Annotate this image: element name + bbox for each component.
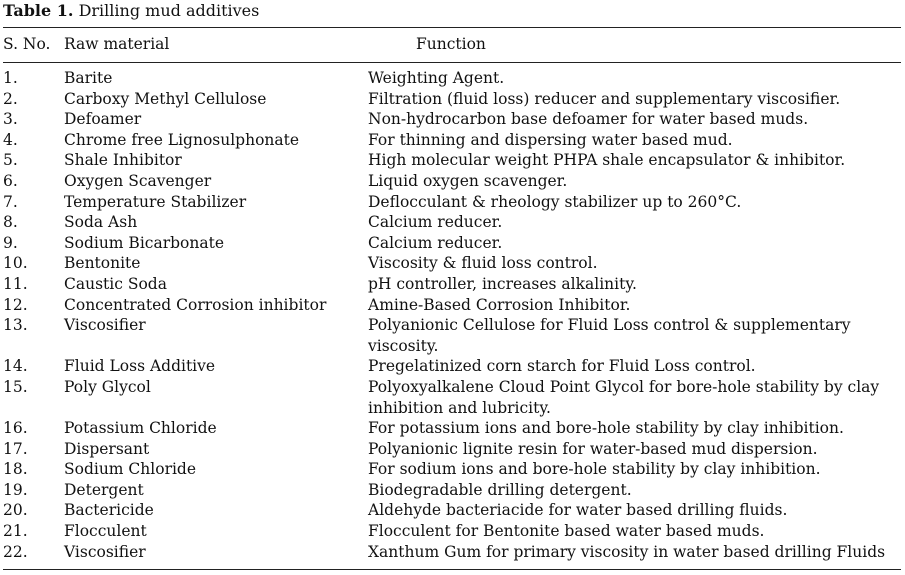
table-row <box>3 192 901 213</box>
cell-function: Polyanionic Cellulose for Fluid Loss control & supplementary viscosity. <box>368 316 851 355</box>
cell-sno: 19. <box>3 480 28 499</box>
cell-sno: 10. <box>3 254 28 273</box>
cell-sno: 18. <box>3 460 28 479</box>
cell-raw-material: Sodium Chloride <box>64 460 197 479</box>
table-row <box>3 439 901 460</box>
cell-function: Deflocculant & rheology stabilizer up to 260°C. <box>368 192 742 211</box>
cell-function: Amine-Based Corrosion Inhibitor. <box>368 295 631 314</box>
cell-raw-material: Carboxy Methyl Cellulose <box>64 89 267 108</box>
cell-function: Weighting Agent. <box>368 69 505 87</box>
table-bottom-rule <box>3 569 901 570</box>
cell-raw-material: Sodium Bicarbonate <box>64 233 224 252</box>
cell-sno: 4. <box>3 130 18 149</box>
cell-raw-material: Viscosifier <box>64 542 146 561</box>
table-row <box>3 315 901 356</box>
table-row <box>3 500 901 521</box>
cell-raw-material: Temperature Stabilizer <box>64 192 247 211</box>
cell-raw-material: Concentrated Corrosion inhibitor <box>64 295 327 314</box>
cell-sno: 20. <box>3 501 28 520</box>
cell-sno: 7. <box>3 192 18 211</box>
table-row <box>3 233 901 254</box>
table-row <box>3 171 901 192</box>
cell-sno: 9. <box>3 233 18 252</box>
table-row <box>3 89 901 110</box>
cell-raw-material: Shale Inhibitor <box>64 151 182 170</box>
header-function: Function <box>416 35 486 53</box>
table-row <box>3 521 901 542</box>
table-row <box>3 356 901 377</box>
table-header-rule <box>3 62 901 63</box>
cell-function: Biodegradable drilling detergent. <box>368 480 632 499</box>
cell-sno: 14. <box>3 357 28 376</box>
cell-sno: 5. <box>3 151 18 170</box>
cell-function: Xanthum Gum for primary viscosity in water based drilling Fluids <box>368 542 886 561</box>
cell-raw-material: Viscosifier <box>64 316 146 335</box>
table-row <box>3 212 901 233</box>
table-row <box>3 542 901 563</box>
table-row <box>3 253 901 274</box>
cell-raw-material: Bentonite <box>64 254 141 273</box>
cell-function: Polyanionic lignite resin for water-based mud dispersion. <box>368 439 818 458</box>
table-row <box>3 130 901 151</box>
cell-function: For potassium ions and bore-hole stability by clay inhibition. <box>368 419 844 438</box>
cell-raw-material: Bactericide <box>64 501 154 520</box>
cell-sno: 3. <box>3 110 18 129</box>
cell-raw-material: Caustic Soda <box>64 274 167 293</box>
cell-function: Aldehyde bacteriacide for water based drilling fluids. <box>368 501 788 520</box>
cell-raw-material: Flocculent <box>64 522 147 541</box>
cell-sno: 15. <box>3 377 28 396</box>
cell-function: High molecular weight PHPA shale encapsulator & inhibitor. <box>368 151 846 170</box>
cell-raw-material: Oxygen Scavenger <box>64 171 212 190</box>
cell-function: Liquid oxygen scavenger. <box>368 171 568 190</box>
cell-sno: 22. <box>3 542 28 561</box>
table-row <box>3 459 901 480</box>
table-row <box>3 274 901 295</box>
table-row <box>3 377 901 418</box>
cell-function: Filtration (fluid loss) reducer and supplementary viscosifier. <box>368 89 841 108</box>
cell-sno: 11. <box>3 274 28 293</box>
cell-sno: 6. <box>3 171 18 190</box>
cell-sno: 16. <box>3 419 28 438</box>
table-caption <box>3 1 259 21</box>
cell-function: For thinning and dispersing water based mud. <box>368 130 733 149</box>
cell-raw-material: Fluid Loss Additive <box>64 357 216 376</box>
cell-raw-material: Detergent <box>64 480 144 499</box>
table-row <box>3 418 901 439</box>
cell-sno: 17. <box>3 439 28 458</box>
table-caption-text: Drilling mud additives <box>78 1 260 20</box>
cell-function: Pregelatinized corn starch for Fluid Loss control. <box>368 357 756 376</box>
cell-function: Polyoxyalkalene Cloud Point Glycol for bore-hole stability by clay inhibition and lubricity. <box>368 377 880 417</box>
cell-function: Calcium reducer. <box>368 213 503 232</box>
table-body <box>3 68 901 562</box>
cell-raw-material: Soda Ash <box>64 213 138 232</box>
table-row <box>3 150 901 171</box>
table-row <box>3 480 901 501</box>
cell-raw-material: Barite <box>64 69 113 87</box>
header-raw-material: Raw material <box>64 35 170 53</box>
cell-raw-material: Defoamer <box>64 110 142 129</box>
cell-function: Viscosity & fluid loss control. <box>368 254 598 273</box>
cell-function: Non-hydrocarbon base defoamer for water based muds. <box>368 110 809 129</box>
cell-function: pH controller, increases alkalinity. <box>368 274 637 293</box>
header-sno: S. No. <box>3 35 51 53</box>
table-caption-label: Table 1. <box>3 1 74 20</box>
cell-sno: 21. <box>3 522 28 541</box>
cell-sno: 13. <box>3 316 28 335</box>
cell-sno: 12. <box>3 295 28 314</box>
cell-raw-material: Potassium Chloride <box>64 419 217 438</box>
cell-sno: 1. <box>3 69 18 87</box>
cell-function: Calcium reducer. <box>368 233 503 252</box>
cell-raw-material: Chrome free Lignosulphonate <box>64 130 300 149</box>
cell-raw-material: Dispersant <box>64 439 150 458</box>
cell-sno: 8. <box>3 213 18 232</box>
table-top-rule <box>3 27 901 28</box>
table-row <box>3 109 901 130</box>
cell-function: For sodium ions and bore-hole stability by clay inhibition. <box>368 460 821 479</box>
cell-function: Flocculent for Bentonite based water based muds. <box>368 522 765 541</box>
cell-raw-material: Poly Glycol <box>64 377 151 396</box>
table-row <box>3 295 901 316</box>
cell-sno: 2. <box>3 89 18 108</box>
table-row <box>3 68 901 89</box>
